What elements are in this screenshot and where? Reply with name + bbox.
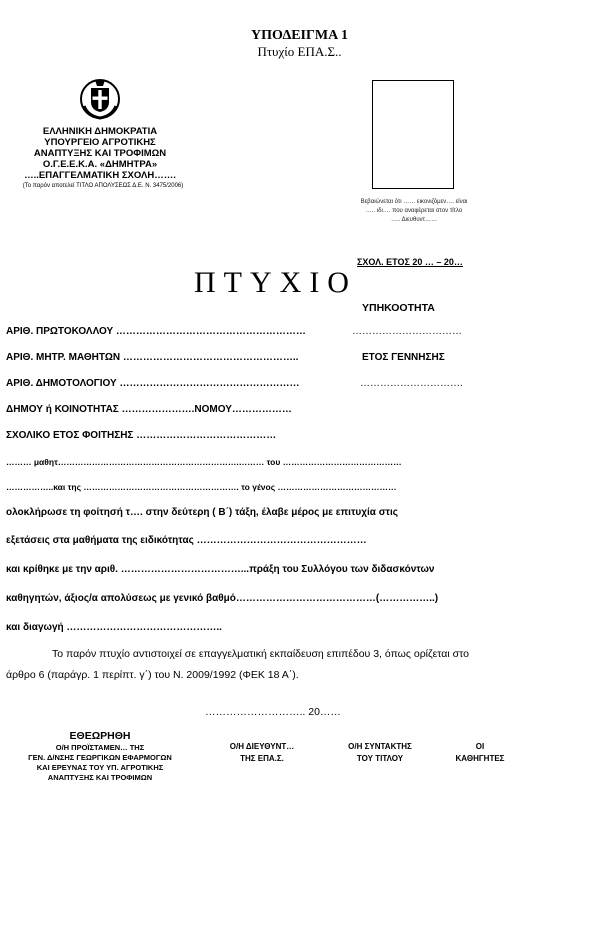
sample-subtitle: Πτυχίο ΕΠΑ.Σ.. bbox=[257, 44, 342, 59]
certification-line-3: ….. Διευθυντ…… bbox=[391, 217, 437, 223]
authority-note: (Το παρόν αποτελεί ΤΙΤΛΟ ΑΠΟΛΥΣΕΩΣ Δ.Ε. Ν. 3475/2006) bbox=[22, 183, 184, 189]
nationality-label: ΥΠΗΚΟΟΤΗΤΑ bbox=[362, 302, 435, 314]
body-line-2: εξετάσεις στα μαθήματα της ειδικότητας …………………………………………… bbox=[6, 535, 367, 546]
endorsement-line-3: ΚΑΙ ΕΡΕΥΝΑΣ ΤΟΥ ΥΠ. ΑΓΡΟΤΙΚΗΣ bbox=[36, 763, 164, 772]
birth-year-label: ΕΤΟΣ ΓΕΝΝΗΣΗΣ bbox=[362, 352, 445, 363]
body-line-3: και κρίθηκε με την αριθ. ………………………………...πράξη του Συλλόγου των διδασκόντων bbox=[6, 564, 435, 575]
coat-of-arms-emblem bbox=[78, 76, 122, 120]
composer-line-2: ΤΟΥ ΤΙΤΛΟΥ bbox=[356, 754, 404, 763]
authority-line-2: ΥΠΟΥΡΓΕΙΟ ΑΓΡΟΤΙΚΗΣ bbox=[44, 137, 156, 148]
school-year: ΣΧΟΛ. ΕΤΟΣ 20 … – 20… bbox=[357, 257, 463, 267]
sample-title: ΥΠΟΔΕΙΓΜΑ 1 bbox=[251, 28, 348, 43]
authority-line-4: Ο.Γ.Ε.Ε.Κ.Α. «ΔΗΜΗΤΡΑ» bbox=[42, 159, 158, 170]
student-name-field: ……… μαθητ……………………………………………………….……… του …………………………………… bbox=[6, 457, 402, 467]
certification-line-2: ….. ιδι…. που αναφέρεται στον τίτλο bbox=[365, 208, 463, 214]
photo-box bbox=[372, 80, 454, 189]
endorsement-line-2: ΓΕΝ. Δ/ΝΣΗΣ ΓΕΩΡΓΙΚΩΝ ΕΦΑΡΜΟΓΩΝ bbox=[28, 753, 172, 762]
protocol-number-field: ΑΡΙΘ. ΠΡΩΤΟΚΟΛΛΟΥ ………………………………………………… bbox=[6, 326, 306, 337]
birth-year-blank: …………………………. bbox=[360, 378, 463, 389]
endorsement-line-1: Ο/Η ΠΡΟΪΣΤΑΜΕΝ… ΤΗΣ bbox=[55, 743, 145, 752]
endorsement-line-4: ΑΝΑΠΤΥΞΗΣ ΚΑΙ ΤΡΟΦΙΜΩΝ bbox=[47, 773, 153, 782]
municipality-field: ΔΗΜΟΥ ή ΚΟΙΝΟΤΗΤΑΣ ………………….ΝΟΜΟΥ……………… bbox=[6, 404, 292, 415]
teachers-line-2: ΚΑΘΗΓΗΤΕΣ bbox=[455, 754, 505, 763]
nationality-blank: …………………………… bbox=[352, 326, 462, 337]
diploma-title: ΠΤΥΧΙΟ bbox=[194, 266, 357, 299]
body-line-4: καθηγητών, άξιος/α απολύσεως με γενικό βαθμό……………………………………(……………..) bbox=[6, 593, 439, 604]
law-paragraph-line-1: Το παρόν πτυχίο αντιστοιχεί σε επαγγελματική εκπαίδευση επιπέδου 3, όπως ορίζεται στο bbox=[52, 648, 469, 660]
law-paragraph-line-2: άρθρο 6 (παράγρ. 1 περίπτ. γ΄) του Ν. 2009/1992 (ΦΕΚ 18 Α΄). bbox=[6, 669, 299, 681]
municipal-registry-field: ΑΡΙΘ. ΔΗΜΟΤΟΛΟΓΙΟΥ ……………………………………………… bbox=[6, 378, 300, 389]
composer-line-1: Ο/Η ΣΥΝΤΑΚΤΗΣ bbox=[348, 742, 412, 751]
authority-line-1: ΕΛΛΗΝΙΚΗ ΔΗΜΟΚΡΑΤΙΑ bbox=[42, 126, 158, 137]
student-registry-field: ΑΡΙΘ. ΜΗΤΡ. ΜΑΘΗΤΩΝ …………………………………………….. bbox=[6, 352, 299, 363]
body-line-5: και διαγωγή ……………………………………….. bbox=[6, 622, 222, 633]
teachers-line-1: ΟΙ bbox=[475, 742, 485, 751]
endorsement-title: ΕΘΕΩΡΗΘΗ bbox=[69, 730, 131, 742]
body-line-1: ολοκλήρωσε τη φοίτησή τ…. στην δεύτερη ( Β΄) τάξη, έλαβε μέρος με επιτυχία στις bbox=[6, 507, 398, 518]
mother-name-field: ……………..και της ………………………………………………. το γένος …………………………………… bbox=[6, 482, 397, 492]
certification-line-1: Βεβαιώνεται ότι …… εικονιζόμεν…. είναι bbox=[360, 199, 468, 205]
authority-line-3: ΑΝΑΠΤΥΞΗΣ ΚΑΙ ΤΡΟΦΙΜΩΝ bbox=[33, 148, 167, 159]
director-line-2: ΤΗΣ ΕΠΑ.Σ. bbox=[240, 754, 284, 763]
authority-line-5: …..ΕΠΑΓΓΕΛΜΑΤΙΚΗ ΣΧΟΛΗ……. bbox=[24, 170, 176, 181]
school-year-attendance-field: ΣΧΟΛΙΚΟ ΕΤΟΣ ΦΟΙΤΗΣΗΣ …………………………………… bbox=[6, 430, 277, 441]
director-line-1: Ο/Η ΔΙΕΥΘΥΝΤ… bbox=[229, 742, 295, 751]
date-line: ……………………….. 20…… bbox=[205, 706, 341, 718]
